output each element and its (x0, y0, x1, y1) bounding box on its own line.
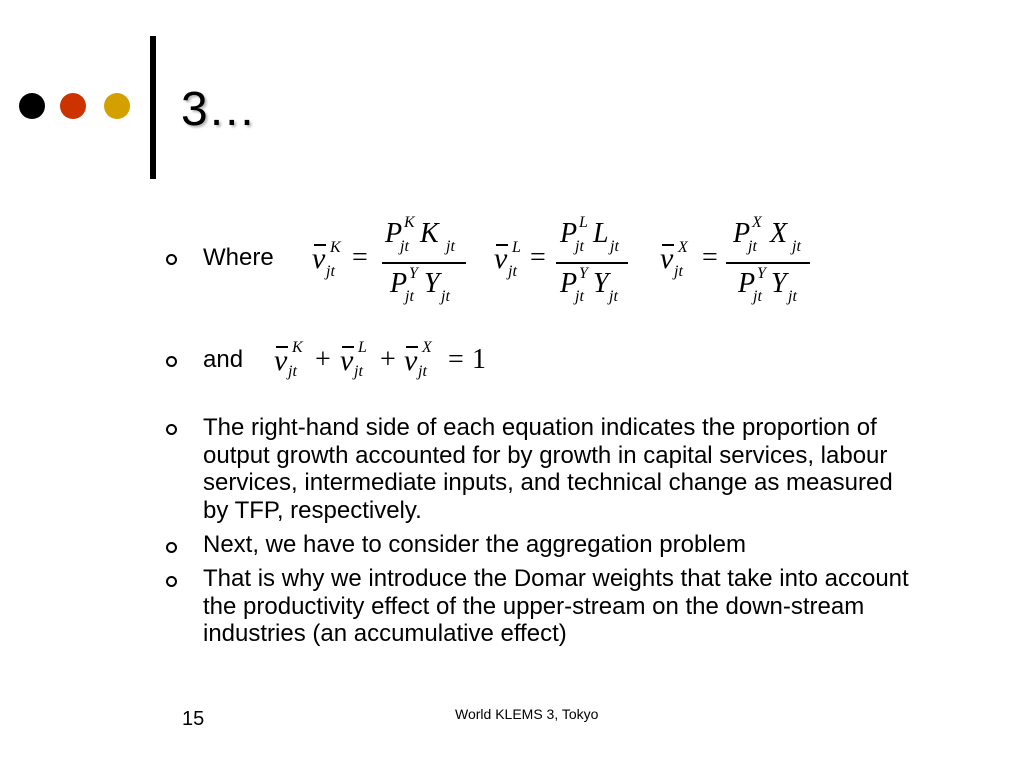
bullet-marker (166, 254, 177, 265)
title-rule (150, 36, 156, 179)
slide-title: 3… (181, 83, 256, 136)
bullet-text-proportion: The right-hand side of each equation indicates the proportion of output growth accounted for by growth in capital services, labour services, intermediate inputs, and technical change as measured by TFP, respectively. (203, 414, 893, 524)
bullet-marker (166, 356, 177, 367)
bullet-marker (166, 542, 177, 553)
bullet-text-domar: That is why we introduce the Domar weights that take into account the productivity effect of the upper-stream on the down-stream industries (an accumulative effect) (203, 565, 909, 647)
and-label: and (203, 346, 244, 373)
footer-text: World KLEMS 3, Tokyo (455, 706, 599, 722)
decor-dot-black (19, 93, 45, 119)
decor-dot-gold (104, 93, 130, 119)
page-number: 15 (182, 708, 205, 730)
decor-dot-red (60, 93, 86, 119)
bullet-marker (166, 424, 177, 435)
bullet-marker (166, 576, 177, 587)
bullet-text-aggregation: Next, we have to consider the aggregation problem (203, 531, 746, 558)
where-label: Where (203, 244, 274, 271)
